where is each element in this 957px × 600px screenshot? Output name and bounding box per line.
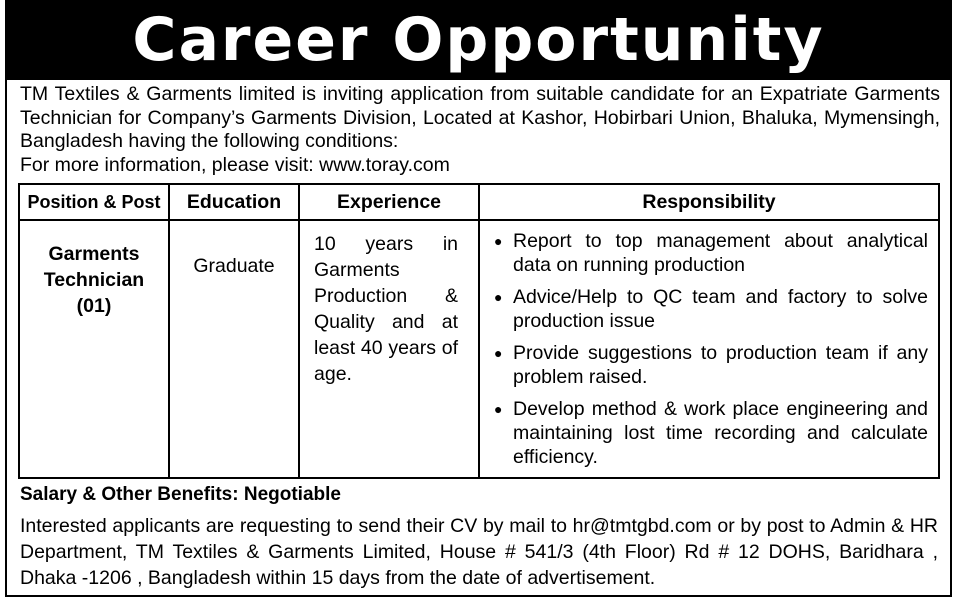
ad-title: Career Opportunity <box>5 0 952 80</box>
table-header-row <box>19 184 939 220</box>
responsibility-text: Provide suggestions to production team if any problem raised. <box>513 342 928 388</box>
list-item <box>488 397 928 469</box>
job-table <box>18 183 940 479</box>
responsibility-text: Develop method & work place engineering and maintaining lost time recording and calculate efficiency. <box>513 398 928 468</box>
list-item <box>488 229 928 277</box>
header-education: Education <box>169 184 299 220</box>
cell-experience: 10 years in Garments Production & Quality and at least 40 years of age. <box>299 220 479 478</box>
cell-position <box>19 220 169 478</box>
intro-section <box>20 83 940 177</box>
more-info-text: For more information, please visit: www.toray.com <box>20 153 450 176</box>
header-experience: Experience <box>299 184 479 220</box>
responsibility-text: Advice/Help to QC team and factory to solve production issue <box>513 286 928 332</box>
contact-section <box>20 513 938 591</box>
position-line-2: Technician <box>43 269 145 291</box>
bullet-icon: ● <box>494 233 503 249</box>
bullet-icon: ● <box>494 345 503 361</box>
bullet-icon: ● <box>494 401 503 417</box>
position-line-1: Garments <box>48 243 140 265</box>
intro-paragraph: TM Textiles & Garments limited is inviting application from suitable candidate for an Expatriate Garments Technician for Company’s Garments Division, Located at Kashor, Hobirbari Union, Bhaluka, Mymensingh, Bangladesh having the following conditions: <box>20 83 940 152</box>
bullet-icon: ● <box>494 289 503 305</box>
cell-education: Graduate <box>169 220 299 478</box>
table-row <box>19 220 939 478</box>
responsibility-text: Report to top management about analytical data on running production <box>513 230 928 276</box>
header-responsibility: Responsibility <box>479 184 939 220</box>
list-item <box>488 285 928 333</box>
responsibility-list <box>488 229 928 469</box>
cell-responsibility <box>479 220 939 478</box>
salary-text: Salary & Other Benefits: Negotiable <box>20 484 341 505</box>
position-line-3: (01) <box>76 295 112 317</box>
header-position: Position & Post <box>19 184 169 220</box>
list-item <box>488 341 928 389</box>
contact-text: Interested applicants are requesting to send their CV by mail to hr@tmtgbd.com or by post to Admin & HR Department, TM Textiles & Garments Limited, House # 541/3 (4th Floor) Rd # 12 DOHS, Baridhara , Dhaka -1206 , Bangladesh within 15 days from the date of advertisement. <box>20 515 938 589</box>
